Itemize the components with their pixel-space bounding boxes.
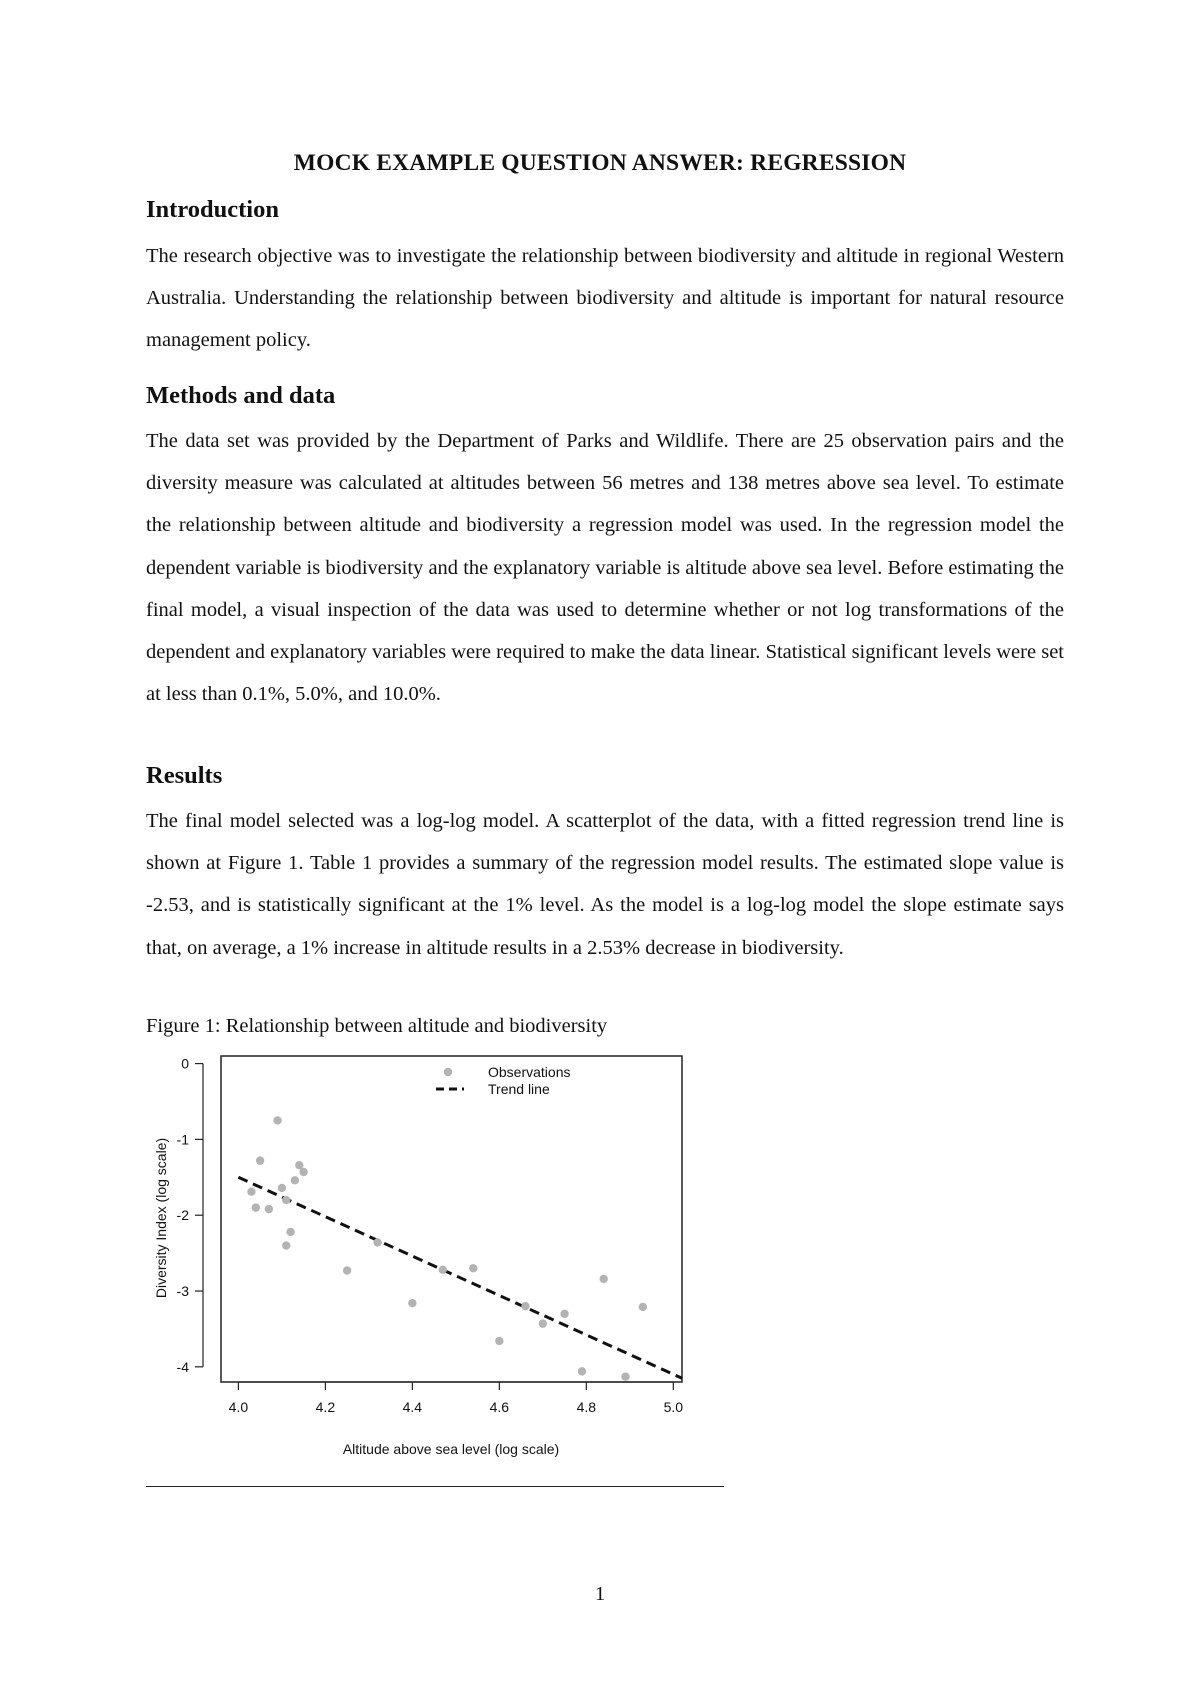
y-tick-label: -1: [176, 1131, 189, 1148]
observation-point: [299, 1168, 307, 1176]
plot-frame: [221, 1056, 682, 1382]
observation-point: [408, 1299, 416, 1307]
y-tick-label: -3: [176, 1283, 189, 1300]
observation-point: [469, 1264, 477, 1272]
observation-points: [247, 1116, 647, 1381]
x-tick-label: 4.2: [315, 1399, 336, 1415]
page-number: 1: [594, 1583, 606, 1605]
observation-point: [252, 1203, 260, 1211]
x-tick-label: 4.6: [489, 1399, 510, 1415]
section-body-methods: The data set was provided by the Department of Parks and Wildlife. There are 25 observation pairs and the diversity measure was calculated at altitudes between 56 metres and 138 metres above sea level. To estimate the relationship between altitude and biodiversity a regression model was used. In the regression model the dependent variable is biodiversity and the explanatory variable is altitude above sea level. Before estimating the final model, a visual inspection of the data was used to determine whether or not log transformations of the dependent and explanatory variables were required to make the data linear. Statistical significant levels were set at less than 0.1%, 5.0%, and 10.0%.: [146, 430, 1064, 706]
figure-bottom-rule: [146, 1486, 724, 1487]
section-body-results: The final model selected was a log-log model. A scatterplot of the data, with a fitted regression trend line is shown at Figure 1. Table 1 provides a summary of the regression model results. The estimated slope value is -2.53, and is statistically significant at the 1% level. As the model is a log-log model the slope estimate says that, on average, a 1% increase in altitude results in a 2.53% decrease in biodiversity.: [146, 810, 1064, 959]
y-tick-label: 0: [181, 1055, 189, 1072]
y-tick-label: -2: [176, 1207, 189, 1224]
observation-point: [639, 1303, 647, 1311]
y-axis-label: Diversity Index (log scale): [153, 1137, 169, 1299]
observation-point: [247, 1188, 255, 1196]
observation-point: [291, 1176, 299, 1184]
legend-marker-observations: [444, 1068, 452, 1076]
x-tick-label: 5.0: [663, 1399, 684, 1415]
section-heading-results: Results: [146, 762, 223, 789]
x-tick-label: 4.0: [228, 1399, 249, 1415]
document-title: MOCK EXAMPLE QUESTION ANSWER: REGRESSION: [293, 150, 907, 176]
section-heading-introduction: Introduction: [146, 196, 279, 223]
observation-point: [621, 1372, 629, 1380]
observation-point: [282, 1241, 290, 1249]
x-axis: [229, 1382, 684, 1415]
section-body-introduction: The research objective was to investigate the relationship between biodiversity and altitude in regional Western Australia. Understanding the relationship between biodiversity and altitude is important for natural resource management policy.: [146, 245, 1064, 352]
x-tick-label: 4.8: [576, 1399, 597, 1415]
observation-point: [256, 1156, 264, 1164]
observation-point: [282, 1196, 290, 1204]
observation-point: [286, 1228, 294, 1236]
legend-label-observations: Observations: [488, 1064, 571, 1080]
scatter-chart: [136, 1046, 736, 1476]
observation-point: [560, 1310, 568, 1318]
observation-point: [495, 1337, 503, 1345]
observation-point: [265, 1205, 273, 1213]
x-axis-label: Altitude above sea level (log scale): [342, 1441, 560, 1457]
trend-line: [238, 1177, 682, 1378]
y-axis: [177, 1056, 203, 1375]
x-tick-label: 4.4: [402, 1399, 423, 1415]
chart-legend: [436, 1064, 570, 1097]
y-tick-label: -4: [176, 1358, 189, 1375]
observation-point: [600, 1275, 608, 1283]
observation-point: [439, 1266, 447, 1274]
observation-point: [278, 1184, 286, 1192]
trend-line-layer: [238, 1177, 682, 1378]
section-heading-methods: Methods and data: [146, 382, 336, 409]
observation-point: [373, 1238, 381, 1246]
observation-point: [578, 1367, 586, 1375]
legend-label-trend: Trend line: [488, 1081, 550, 1097]
observation-point: [521, 1302, 529, 1310]
observation-point: [343, 1266, 351, 1274]
observation-point: [273, 1116, 281, 1124]
observation-point: [539, 1319, 547, 1327]
figure-caption: Figure 1: Relationship between altitude and biodiversity: [146, 1015, 608, 1037]
